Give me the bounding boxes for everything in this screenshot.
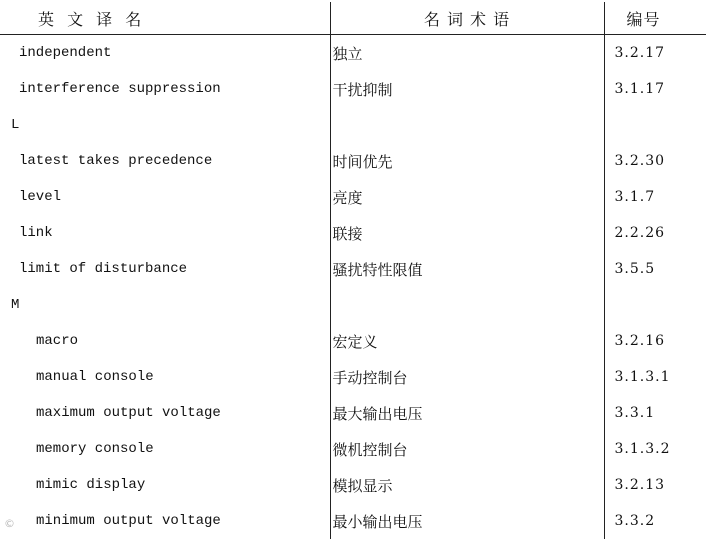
chinese-term-cell: 最小输出电压 bbox=[330, 503, 604, 539]
letter-section-row bbox=[0, 107, 706, 143]
header-number: 编号 bbox=[604, 2, 706, 35]
english-term-cell: L bbox=[0, 107, 330, 143]
table-row bbox=[0, 179, 706, 215]
table-body bbox=[0, 35, 706, 539]
table-row bbox=[0, 359, 706, 395]
table-row bbox=[0, 395, 706, 431]
english-term-cell: latest takes precedence bbox=[0, 143, 330, 179]
chinese-term-cell bbox=[330, 107, 604, 143]
english-term-cell: interference suppression bbox=[0, 71, 330, 107]
english-term-cell: link bbox=[0, 215, 330, 251]
chinese-term-cell: 联接 bbox=[330, 215, 604, 251]
term-number-cell: 3.1.17 bbox=[604, 71, 706, 107]
chinese-term-cell: 最大输出电压 bbox=[330, 395, 604, 431]
chinese-term-cell: 模拟显示 bbox=[330, 467, 604, 503]
chinese-term-cell bbox=[330, 287, 604, 323]
term-number-cell bbox=[604, 287, 706, 323]
term-number-cell: 3.2.30 bbox=[604, 143, 706, 179]
english-term-cell: limit of disturbance bbox=[0, 251, 330, 287]
term-number-cell: 3.1.3.2 bbox=[604, 431, 706, 467]
english-term-cell: minimum output voltage bbox=[0, 503, 330, 539]
watermark-logo: © bbox=[4, 517, 15, 530]
chinese-term-cell: 亮度 bbox=[330, 179, 604, 215]
english-term-cell: independent bbox=[0, 35, 330, 72]
term-number-cell: 3.3.2 bbox=[604, 503, 706, 539]
term-number-cell: 3.2.17 bbox=[604, 35, 706, 72]
term-number-cell: 3.2.13 bbox=[604, 467, 706, 503]
table-row bbox=[0, 431, 706, 467]
term-number-cell bbox=[604, 107, 706, 143]
table-row bbox=[0, 143, 706, 179]
english-term-cell: level bbox=[0, 179, 330, 215]
table-row bbox=[0, 35, 706, 72]
term-number-cell: 3.5.5 bbox=[604, 251, 706, 287]
english-term-cell: manual console bbox=[0, 359, 330, 395]
chinese-term-cell: 手动控制台 bbox=[330, 359, 604, 395]
chinese-term-cell: 宏定义 bbox=[330, 323, 604, 359]
term-number-cell: 2.2.26 bbox=[604, 215, 706, 251]
english-term-cell: maximum output voltage bbox=[0, 395, 330, 431]
table-row bbox=[0, 71, 706, 107]
table-row bbox=[0, 251, 706, 287]
term-number-cell: 3.3.1 bbox=[604, 395, 706, 431]
table-row bbox=[0, 467, 706, 503]
term-number-cell: 3.2.16 bbox=[604, 323, 706, 359]
chinese-term-cell: 微机控制台 bbox=[330, 431, 604, 467]
english-term-cell: memory console bbox=[0, 431, 330, 467]
letter-section-row bbox=[0, 287, 706, 323]
chinese-term-cell: 独立 bbox=[330, 35, 604, 72]
term-number-cell: 3.1.3.1 bbox=[604, 359, 706, 395]
chinese-term-cell: 时间优先 bbox=[330, 143, 604, 179]
english-term-cell: mimic display bbox=[0, 467, 330, 503]
term-number-cell: 3.1.7 bbox=[604, 179, 706, 215]
header-row bbox=[0, 2, 706, 35]
glossary-table bbox=[0, 2, 706, 539]
chinese-term-cell: 干扰抑制 bbox=[330, 71, 604, 107]
table-row bbox=[0, 215, 706, 251]
chinese-term-cell: 骚扰特性限值 bbox=[330, 251, 604, 287]
english-term-cell: macro bbox=[0, 323, 330, 359]
header-chinese-term: 名 词 术 语 bbox=[330, 2, 604, 35]
table-header bbox=[0, 2, 706, 35]
header-english-name: 英 文 译 名 bbox=[0, 2, 330, 35]
table-row bbox=[0, 503, 706, 539]
english-term-cell: M bbox=[0, 287, 330, 323]
table-row bbox=[0, 323, 706, 359]
